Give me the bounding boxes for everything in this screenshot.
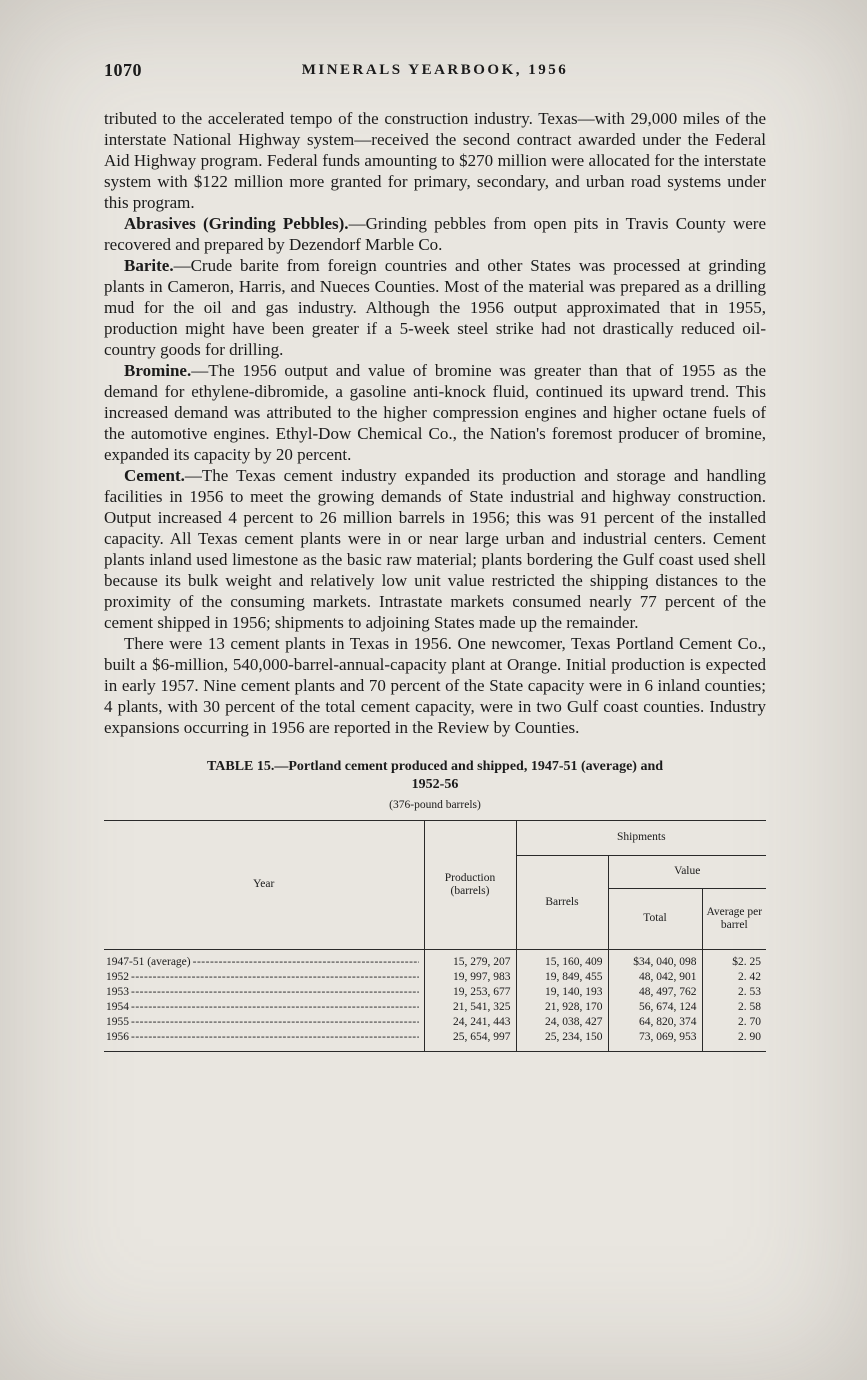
cell-year xyxy=(104,985,424,1000)
cell-barrels: 21, 928, 170 xyxy=(516,1000,608,1015)
cell-production: 15, 279, 207 xyxy=(424,950,516,971)
col-header-shipments: Shipments xyxy=(516,821,766,856)
year-label: 1955 xyxy=(106,1016,129,1028)
table-title-line1: TABLE 15.—Portland cement produced and shipped, 1947-51 (average) and xyxy=(206,759,664,774)
table-title xyxy=(104,758,766,794)
dot-leader xyxy=(131,985,419,1000)
cell-average-per-barrel: $2. 25 xyxy=(702,950,766,971)
dot-leader xyxy=(193,955,419,970)
table-row xyxy=(104,970,766,985)
cell-average-per-barrel: 2. 42 xyxy=(702,970,766,985)
page-content xyxy=(104,60,766,1052)
cell-barrels: 15, 160, 409 xyxy=(516,950,608,971)
table-row xyxy=(104,1015,766,1030)
col-header-average-per-barrel: Average per barrel xyxy=(702,889,766,950)
paragraph-text: —Grinding pebbles from open pits in Travis County were recovered and prepared by Dezendorf Marble Co. xyxy=(104,214,766,254)
cell-total-value: 56, 674, 124 xyxy=(608,1000,702,1015)
paragraph-text: tributed to the accelerated tempo of the construction industry. Texas—with 29,000 miles of the interstate National Highway system—received the second contract awarded under the Federal Aid Highway program. Federal funds amounting to $270 million were allocated for the interstate system with $122 million more granted for primary, secondary, and urban road systems under this program. xyxy=(104,109,766,212)
paragraph-text: —The Texas cement industry expanded its production and storage and handling facilities in 1956 to meet the growing demands of State industrial and highway construction. Output increased 4 percent to 26 million barrels in 1956; this was 91 percent of the installed capacity. All Texas cement plants were in or near large urban and industrial centers. Cement plants inland used limestone as the basic raw material; plants bordering the Gulf coast used shell because its bulk weight and relatively low unit value restricted the shipping distances to the proximity of the consuming markets. Intrastate markets consumed nearly 77 percent of the cement shipped in 1956; shipments to adjoining States made up the remainder. xyxy=(104,466,766,632)
cell-production: 19, 253, 677 xyxy=(424,985,516,1000)
cell-total-value: 73, 069, 953 xyxy=(608,1030,702,1052)
year-label: 1956 xyxy=(106,1031,129,1043)
table-body xyxy=(104,950,766,1052)
table-row xyxy=(104,1030,766,1052)
table-row xyxy=(104,1000,766,1015)
dot-leader xyxy=(131,1000,419,1015)
col-header-production: Production (barrels) xyxy=(424,821,516,950)
running-title: MINERALS YEARBOOK, 1956 xyxy=(301,62,569,78)
page-header xyxy=(104,60,766,84)
paragraph-cement xyxy=(104,465,766,633)
table-row xyxy=(104,985,766,1000)
cell-production: 25, 654, 997 xyxy=(424,1030,516,1052)
paragraph-bromine xyxy=(104,360,766,465)
cell-barrels: 25, 234, 150 xyxy=(516,1030,608,1052)
table-row xyxy=(104,950,766,971)
paragraph-lead: Bromine. xyxy=(124,361,192,380)
cell-barrels: 19, 849, 455 xyxy=(516,970,608,985)
cell-average-per-barrel: 2. 53 xyxy=(702,985,766,1000)
year-label: 1947-51 (average) xyxy=(106,956,191,968)
paragraph-lead: Abrasives (Grinding Pebbles). xyxy=(124,214,349,233)
body-text xyxy=(104,108,766,738)
col-header-value: Value xyxy=(608,856,766,889)
paragraph-text: —Crude barite from foreign countries and other States was processed at grinding plants in Cameron, Harris, and Nueces Counties. Most of the material was prepared as a drilling mud for the oil and gas industry. Although the 1956 output approximated that in 1955, production might have been greater if a 5-week steel strike had not drastically reduced oil-country goods for drilling. xyxy=(104,256,766,359)
year-label: 1952 xyxy=(106,971,129,983)
cement-production-table xyxy=(104,820,766,1052)
col-header-barrels: Barrels xyxy=(516,856,608,950)
cell-year xyxy=(104,970,424,985)
col-header-year: Year xyxy=(253,878,275,891)
table-title-line2: 1952-56 xyxy=(411,777,459,792)
paragraph-cement-plants xyxy=(104,633,766,738)
cell-total-value: $34, 040, 098 xyxy=(608,950,702,971)
dot-leader xyxy=(131,1015,419,1030)
paragraph-continuation xyxy=(104,108,766,213)
cell-total-value: 48, 497, 762 xyxy=(608,985,702,1000)
paragraph-lead: Cement. xyxy=(124,466,185,485)
cell-total-value: 48, 042, 901 xyxy=(608,970,702,985)
dot-leader xyxy=(131,1030,419,1045)
paragraph-text: There were 13 cement plants in Texas in 1956. One newcomer, Texas Portland Cement Co., built a $6-million, 540,000-barrel-annual-capacity plant at Orange. Initial production is expected in early 1957. Nine cement plants and 70 percent of the State capacity were in 6 inland counties; 4 plants, with 30 percent of the total cement capacity, were in two Gulf coast counties. Industry expansions occurring in 1956 are reported in the Review by Counties. xyxy=(104,634,766,737)
paragraph-text: —The 1956 output and value of bromine was greater than that of 1955 as the demand for ethylene-dibromide, a gasoline anti-knock fluid, continued its upward trend. This increased demand was attributed to the higher compression engines and higher octane fuels of the automotive engines. Ethyl-Dow Chemical Co., the Nation's foremost producer of bromine, expanded its capacity by 20 percent. xyxy=(104,361,766,464)
table-section xyxy=(104,758,766,1052)
paragraph-lead: Barite. xyxy=(124,256,174,275)
paragraph-barite xyxy=(104,255,766,360)
paragraph-abrasives xyxy=(104,213,766,255)
cell-average-per-barrel: 2. 70 xyxy=(702,1015,766,1030)
cell-year xyxy=(104,1030,424,1052)
year-label: 1953 xyxy=(106,986,129,998)
cell-average-per-barrel: 2. 90 xyxy=(702,1030,766,1052)
cell-year xyxy=(104,950,424,971)
cell-year xyxy=(104,1000,424,1015)
table-unit-note: (376-pound barrels) xyxy=(389,799,481,811)
dot-leader xyxy=(131,970,419,985)
year-label: 1954 xyxy=(106,1001,129,1013)
col-header-total: Total xyxy=(608,889,702,950)
cell-barrels: 24, 038, 427 xyxy=(516,1015,608,1030)
cell-production: 24, 241, 443 xyxy=(424,1015,516,1030)
cell-production: 19, 997, 983 xyxy=(424,970,516,985)
table-header xyxy=(104,821,766,950)
cell-average-per-barrel: 2. 58 xyxy=(702,1000,766,1015)
cell-year xyxy=(104,1015,424,1030)
cell-barrels: 19, 140, 193 xyxy=(516,985,608,1000)
cell-production: 21, 541, 325 xyxy=(424,1000,516,1015)
page-number: 1070 xyxy=(104,60,142,80)
cell-total-value: 64, 820, 374 xyxy=(608,1015,702,1030)
